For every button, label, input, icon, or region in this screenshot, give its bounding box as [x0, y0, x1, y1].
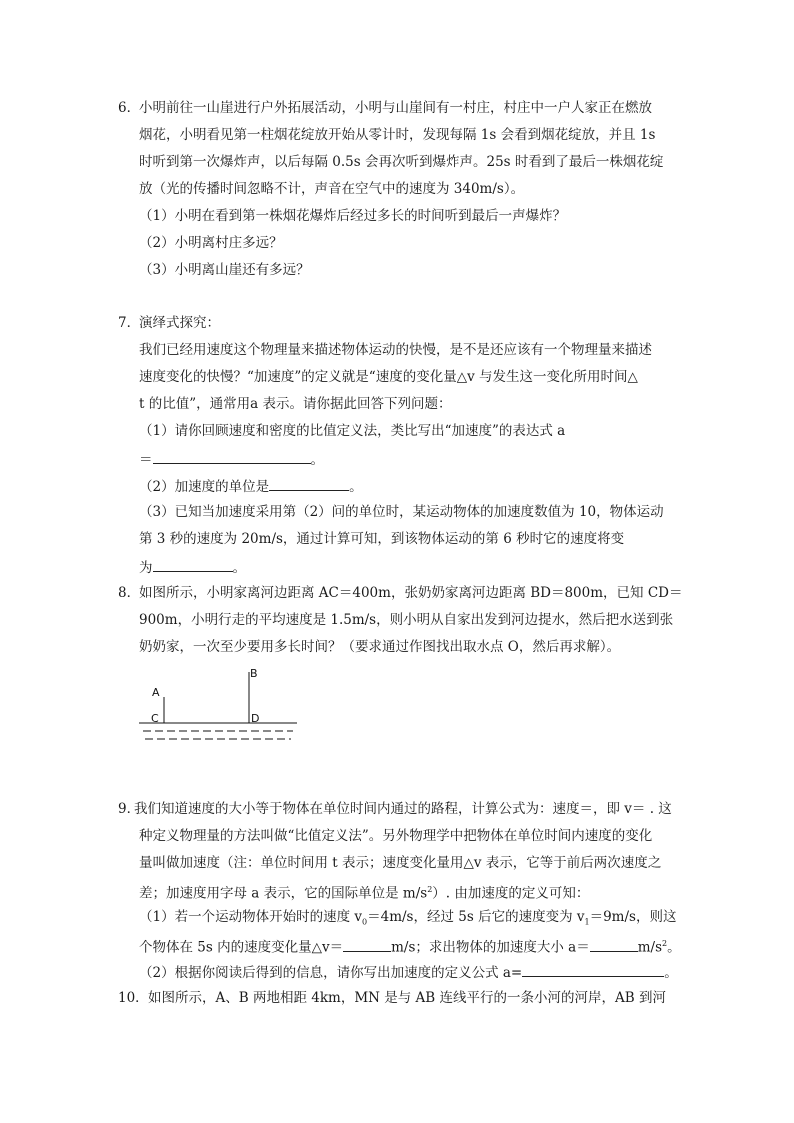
q9-sub-1a-part1: （1）若一个运动物体开始时的速度 v — [139, 909, 363, 925]
q9-sub-2-end: 。 — [664, 965, 678, 981]
q9-sub-1a-part3: ＝9m/s，则这 — [589, 909, 677, 925]
q9-line-4b: ）. 由加速度的定义可知： — [432, 885, 590, 902]
q7-sub-3c-prefix: 为 — [139, 560, 153, 576]
q7-line-2: 速度变化的快慢？“加速度”的定义就是“速度的变化量△v 与发生这一变化所用时间△ — [139, 369, 638, 385]
q9-sub-1a-part2: ＝4m/s，经过 5s 后它的速度变为 v — [367, 909, 585, 925]
q6-line-2: 烟花，小明看见第一柱烟花绽放开始从零计时，发现每隔 1s 会看到烟花绽放，并且 1s — [139, 127, 656, 143]
q9-sub-2 — [139, 962, 678, 982]
label-c: C — [151, 712, 159, 725]
q9-sub-1b-sup: 2 — [662, 939, 668, 948]
q7-line-1: 我们已经用速度这个物理量来描述物体运动的快慢，是不是还应该有一个物理量来描述 — [139, 342, 652, 358]
q8-line-2: 900m，小明行走的平均速度是 1.5m/s，则小明从自家出发到河边提水，然后把水送到张 — [139, 612, 674, 628]
label-a: A — [152, 686, 160, 699]
q7-sub-3b: 第 3 秒的速度为 20m/s，通过计算可知，到该物体运动的第 6 秒时它的速度将变 — [139, 531, 625, 547]
q6-line-1: 小明前往一山崖进行户外拓展活动，小明与山崖间有一村庄，村庄中一户人家正在燃放 — [139, 100, 652, 116]
q9-line-4a: 差；加速度用字母 a 表示，它的国际单位是 m/s — [139, 885, 428, 902]
q9-sub-1b-part3: m/s — [637, 939, 663, 956]
q9-line-4 — [139, 881, 589, 903]
q9-line-2: 种定义物理量的方法叫做“比值定义法”。另外物理学中把物体在单位时间内速度的变化 — [139, 828, 653, 844]
q9-sub-v1: 1 — [584, 917, 590, 927]
q9-sub-1b-part2: m/s；求出物体的加速度大小 a＝ — [391, 939, 590, 956]
q7-sub-3a: （3）已知当加速度采用第（2）问的单位时，某运动物体的加速度数值为 10，物体运动 — [139, 504, 664, 520]
q7-sub-1b-prefix: ＝ — [139, 452, 153, 468]
q7-sub-1a: （1）请你回顾速度和密度的比值定义法，类比写出“加速度”的表达式 a — [139, 423, 566, 439]
q6-sub-3: （3）小明离山崖还有多远？ — [139, 262, 310, 278]
q9-answer-blank-dv[interactable] — [343, 937, 391, 952]
q7-sub-3c-end: 。 — [232, 560, 246, 576]
q9-line-3: 量叫做加速度（注：单位时间用 t 表示；速度变化量用△v 表示，它等于前后两次速度之 — [139, 855, 662, 871]
q9-sub-v0: 0 — [362, 917, 368, 927]
q9-sub-1b-part1: 个物体在 5s 内的速度变化量△v＝ — [139, 939, 344, 956]
q7-sub-2-text: （2）加速度的单位是 — [139, 479, 270, 495]
q9-sub-1b-end: 。 — [667, 939, 681, 956]
q7-title: 演绎式探究： — [139, 315, 220, 331]
q6-sub-1: （1）小明在看到第一株烟花爆炸后经过多长的时间听到最后一声爆炸？ — [139, 208, 567, 224]
q9-sub-2-text: （2）根据你阅读后得到的信息，请你写出加速度的定义公式 a= — [139, 965, 523, 981]
q7-line-3: t 的比值”，通常用a 表示。请你据此回答下列问题： — [139, 396, 452, 412]
q7-sub-2-end: 。 — [349, 479, 363, 495]
q9-sub-1b — [139, 935, 681, 957]
q6-line-3: 时听到第一次爆炸声，以后每隔 0.5s 会再次听到爆炸声。25s 时看到了最后一株烟花绽 — [139, 154, 664, 170]
q7-number: 7． — [118, 315, 141, 331]
q9-line-4-sup: 2 — [427, 885, 433, 894]
q8-line-1: 如图所示，小明家离河边距离 AC＝400m，张奶奶家离河边距离 BD＝800m，已知 CD＝ — [139, 585, 683, 601]
q9-line-1: 我们知道速度的大小等于物体在单位时间内通过的路程，计算公式为：速度＝，即 v＝ . 这 — [134, 801, 672, 817]
label-d: D — [251, 712, 260, 725]
q6-line-4: 放（光的传播时间忽略不计，声音在空气中的速度为 340m/s）。 — [139, 181, 525, 197]
q10-line-1: 如图所示，A、B 两地相距 4km，MN 是与 AB 连线平行的一条小河的河岸，AB 到河 — [148, 990, 666, 1006]
q6-sub-2: （2）小明离村庄多远？ — [139, 235, 283, 251]
q10-number: 10． — [118, 990, 149, 1006]
label-b: B — [250, 667, 258, 680]
q8-number: 8． — [118, 585, 141, 601]
q9-answer-blank-formula[interactable] — [522, 962, 664, 977]
q9-sub-1a — [139, 908, 676, 932]
q8-line-3: 奶奶家，一次至少要用多长时间？（要求通过作图找出取水点 O，然后再求解）。 — [139, 639, 621, 655]
q9-answer-blank-a[interactable] — [590, 937, 638, 952]
q9-number: 9． — [118, 801, 141, 817]
q7-sub-1b-end: 。 — [310, 452, 324, 468]
q6-number: 6． — [118, 100, 141, 116]
